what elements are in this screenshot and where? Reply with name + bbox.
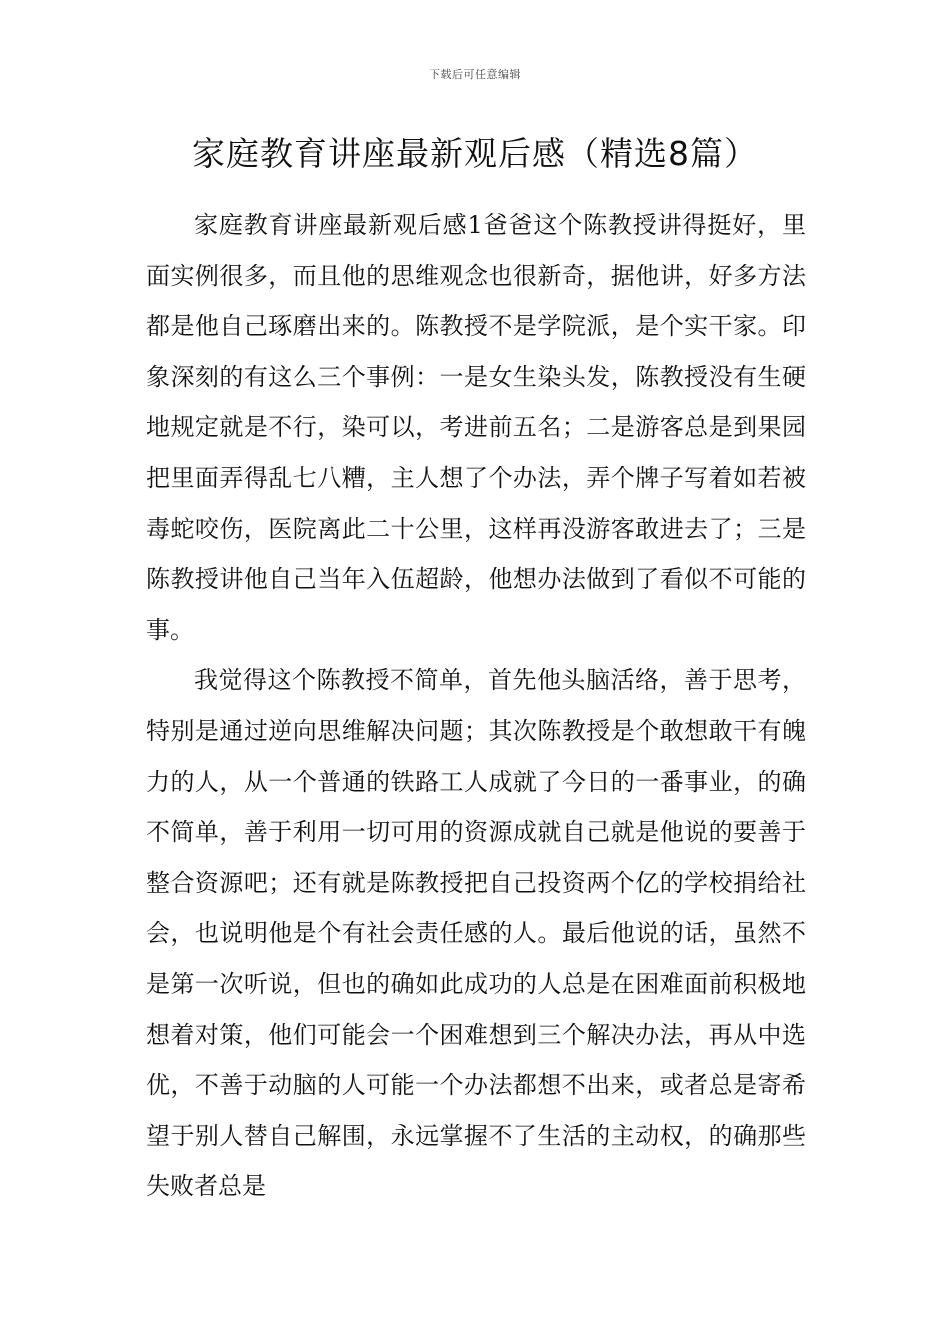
document-title: 家庭教育讲座最新观后感（精选8篇） — [192, 134, 758, 173]
document-body — [146, 200, 806, 1212]
paragraph-2: 我觉得这个陈教授不简单，首先他头脑活络，善于思考，特别是通过逆向思维解决问题；其次陈教授是个敢想敢干有魄力的人，从一个普通的铁路工人成就了今日的一番事业，的确不简单，善于利用一切可用的资源成就自己就是他说的要善于整合资源吧；还有就是陈教授把自己投资两个亿的学校捐给社会，也说明他是个有社会责任感的人。最后他说的话，虽然不是第一次听说，但也的确如此成功的人总是在困难面前积极地想着对策，他们可能会一个困难想到三个解决办法，再从中选优，不善于动脑的人可能一个办法都想不出来，或者总是寄希望于别人替自己解围，永远掌握不了生活的主动权，的确那些失败者总是 — [146, 666, 806, 1201]
paragraph-1: 家庭教育讲座最新观后感1爸爸这个陈教授讲得挺好，里面实例很多，而且他的思维观念也很新奇，据他讲，好多方法都是他自己琢磨出来的。陈教授不是学院派，是个实干家。印象深刻的有这么三个事例：一是女生染头发，陈教授没有生硬地规定就是不行，染可以，考进前五名；二是游客总是到果园把里面弄得乱七八糟，主人想了个办法，弄个牌子写着如若被毒蛇咬伤，医院离此二十公里，这样再没游客敢进去了；三是陈教授讲他自己当年入伍超龄，他想办法做到了看似不可能的事。 — [146, 211, 806, 644]
header-note: 下载后可任意编辑 — [429, 68, 521, 81]
